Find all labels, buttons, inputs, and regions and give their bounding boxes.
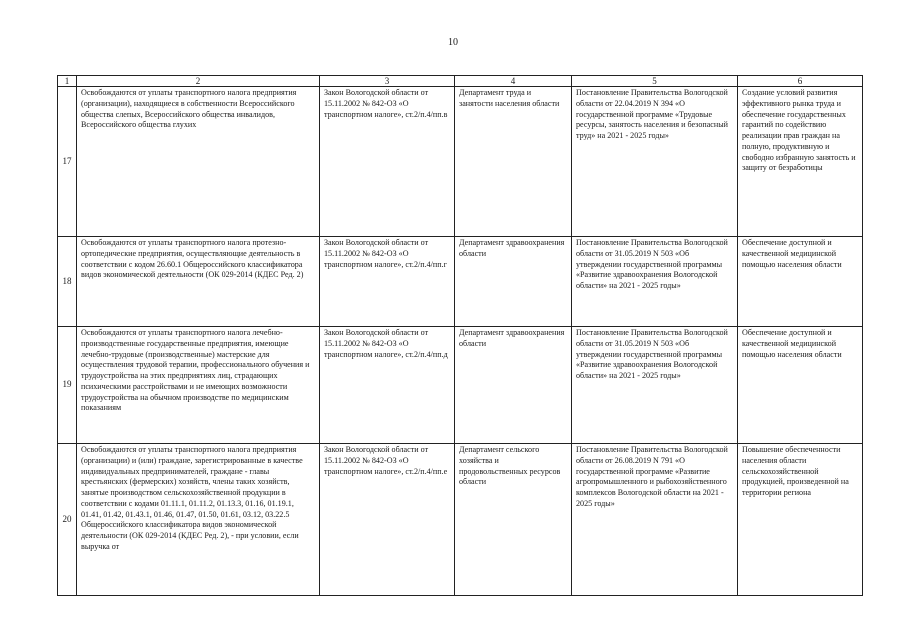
program-goal: Обеспечение доступной и качественной медицинской помощью населения области bbox=[738, 237, 863, 327]
state-program: Постановление Правительства Вологодской области от 26.08.2019 N 791 «О государственной программе «Развитие агропромышленного и рыбохозяйственного комплексов Вологодской области на 2021 - 2025 годы» bbox=[572, 444, 738, 596]
header-cell: 4 bbox=[455, 76, 572, 87]
header-cell: 2 bbox=[77, 76, 320, 87]
row-number: 17 bbox=[58, 87, 77, 237]
header-cell: 5 bbox=[572, 76, 738, 87]
legal-basis: Закон Вологодской области от 15.11.2002 № 842-ОЗ «О транспортном налоге», ст.2/п.4/пп.е bbox=[320, 444, 455, 596]
program-goal: Повышение обеспеченности населения области сельскохозяйственной продукцией, произведенной на территории региона bbox=[738, 444, 863, 596]
table-row bbox=[58, 237, 863, 327]
page-number: 10 bbox=[448, 37, 458, 48]
curator-department: Департамент труда и занятости населения области bbox=[455, 87, 572, 237]
table-row bbox=[58, 327, 863, 444]
table-row bbox=[58, 87, 863, 237]
benefit-description: Освобождаются от уплаты транспортного налога лечебно-производственные государственные предприятия, имеющие лечебно-трудовые (производственные) мастерские для осуществления трудовой терапии, профессионального обучения и трудоустройства на этих предприятиях лиц, страдающих психическими расстройствами и не имеющих возможности трудоустройства на обычном производстве по медицинским показаниям bbox=[77, 327, 320, 444]
program-goal: Обеспечение доступной и качественной медицинской помощью населения области bbox=[738, 327, 863, 444]
legal-basis: Закон Вологодской области от 15.11.2002 № 842-ОЗ «О транспортном налоге», ст.2/п.4/пп.д bbox=[320, 327, 455, 444]
curator-department: Департамент здравоохранения области bbox=[455, 237, 572, 327]
header-cell: 3 bbox=[320, 76, 455, 87]
benefit-description: Освобождаются от уплаты транспортного налога предприятия (организации) и (или) граждане, зарегистрированные в качестве индивидуальных предпринимателей, граждане - главы крестьянских (фермерских) хозяйств, члены таких хозяйств, занятые производством сельскохозяйственной продукции в соответствии с кодами 01.11.1, 01.11.2, 01.13.3, 01.16, 01.19.1, 01.41, 01.42, 01.43.1, 01.46, 01.47, 01.50, 01.61, 03.12, 03.22.5 Общероссийского классификатора видов экономической деятельности (ОК 029-2014 (КДЕС Ред. 2), - при условии, если выручка от bbox=[77, 444, 320, 596]
legal-basis: Закон Вологодской области от 15.11.2002 № 842-ОЗ «О транспортном налоге», ст.2/п.4/пп.в bbox=[320, 87, 455, 237]
state-program: Постановление Правительства Вологодской области от 22.04.2019 N 394 «О государственной программе «Трудовые ресурсы, занятость населения и безопасный труд» на 2021 - 2025 годы» bbox=[572, 87, 738, 237]
tax-benefits-table bbox=[57, 75, 863, 596]
state-program: Постановление Правительства Вологодской области от 31.05.2019 N 503 «Об утверждении государственной программы «Развитие здравоохранения Вологодской области» на 2021 - 2025 годы» bbox=[572, 237, 738, 327]
benefit-description: Освобождаются от уплаты транспортного налога предприятия (организации), находящиеся в собственности Всероссийского общества слепых, Всероссийского общества инвалидов, Всероссийского общества глухих bbox=[77, 87, 320, 237]
curator-department: Департамент здравоохранения области bbox=[455, 327, 572, 444]
table-row bbox=[58, 444, 863, 596]
column-number-header-row bbox=[58, 76, 863, 87]
legal-basis: Закон Вологодской области от 15.11.2002 № 842-ОЗ «О транспортном налоге», ст.2/п.4/пп.г bbox=[320, 237, 455, 327]
row-number: 19 bbox=[58, 327, 77, 444]
row-number: 20 bbox=[58, 444, 77, 596]
curator-department: Департамент сельского хозяйства и продовольственных ресурсов области bbox=[455, 444, 572, 596]
state-program: Постановление Правительства Вологодской области от 31.05.2019 N 503 «Об утверждении государственной программы «Развитие здравоохранения Вологодской области» на 2021 - 2025 годы» bbox=[572, 327, 738, 444]
benefit-description: Освобождаются от уплаты транспортного налога протезно-ортопедические предприятия, осуществляющие деятельность в соответствии с кодом 26.60.1 Общероссийского классификатора видов экономической деятельности (ОК 029-2014 (КДЕС Ред. 2) bbox=[77, 237, 320, 327]
program-goal: Создание условий развития эффективного рынка труда и обеспечение государственных гарантий по содействию реализации прав граждан на полную, продуктивную и свободно избранную занятость и защиту от безработицы bbox=[738, 87, 863, 237]
header-cell: 1 bbox=[58, 76, 77, 87]
row-number: 18 bbox=[58, 237, 77, 327]
header-cell: 6 bbox=[738, 76, 863, 87]
